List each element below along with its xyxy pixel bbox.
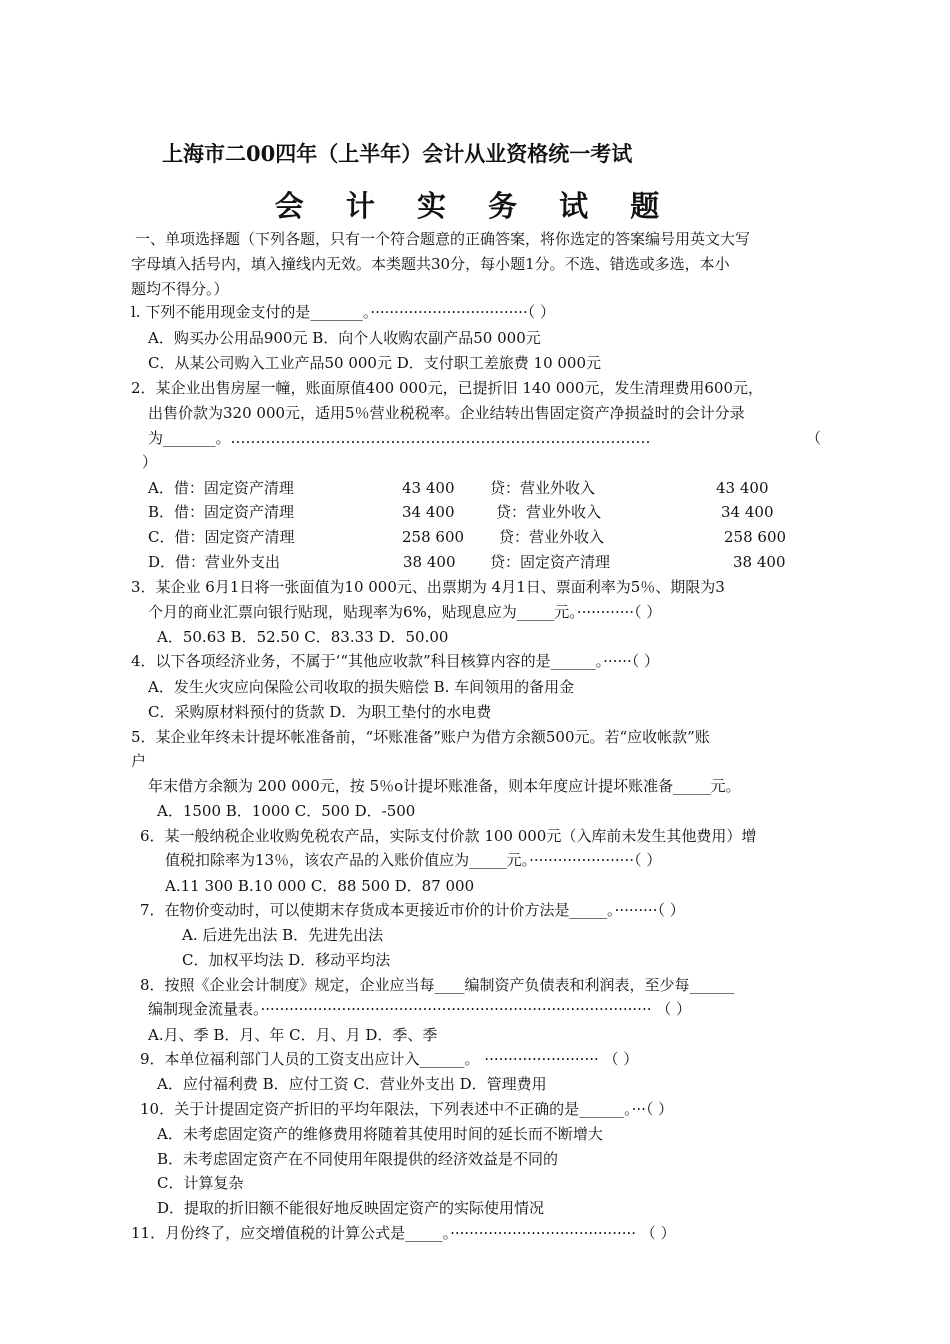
question-10-option: B．未考虑固定资产在不同使用年限提供的经济效益是不同的: [157, 1150, 559, 1168]
q2-option-amount: 43 400: [716, 479, 769, 497]
question-6-options: A.11 300 B.10 000 C．88 500 D．87 000: [165, 877, 475, 895]
q2-option-credit: 贷：营业外收入: [490, 479, 596, 497]
q2-option-debit: A．借：固定资产清理: [148, 479, 294, 497]
question-9-options: A．应付福利费 B．应付工资 C．营业外支出 D．管理费用: [157, 1075, 547, 1093]
q2-option-amount: 34 400: [402, 503, 455, 521]
q2-option-amount: 38 400: [403, 553, 456, 571]
question-6-stem: 6．某一般纳税企业收购免税农产品，实际支付价款 100 000元（入库前未发生其他费用）增: [140, 827, 757, 845]
question-5-stem: 户: [131, 752, 147, 770]
q2-option-amount: 258 600: [724, 528, 787, 546]
question-8-options: A.月、季 B．月、年 C．月、月 D．季、季: [148, 1026, 438, 1044]
question-4-stem: 4．以下各项经济业务，不属于‘“其他应收款”科目核算内容的是______。······（ ）: [131, 652, 660, 670]
question-4-options: A．发生火灾应向保险公司收取的损失赔偿 B. 车间领用的备用金: [148, 678, 575, 696]
question-7-options: C．加权平均法 D．移动平均法: [182, 951, 391, 969]
question-6-stem: 值税扣除率为13％，该农产品的入账价值应为_____元。······················（ ）: [165, 851, 662, 869]
q2-option-debit: C．借：固定资产清理: [148, 528, 295, 546]
question-3-stem: 个月的商业汇票向银行贴现，贴现率为6%，贴现息应为_____元。············（ ）: [148, 603, 662, 621]
question-2-stem: 2．某企业出售房屋一幢，账面原值400 000元，已提折旧 140 000元，发生清理费用600元，: [131, 379, 764, 397]
question-1-options: C．从某公司购入工业产品50 000元 D．支付职工差旅费 10 000元: [148, 354, 602, 372]
question-5-options: A．1500 B．1000 C．500 D．-500: [157, 802, 416, 820]
answer-bracket-open: （: [806, 429, 822, 447]
question-10-option: A．未考虑固定资产的维修费用将随着其使用时间的延长而不断增大: [157, 1125, 603, 1143]
question-3-stem: 3．某企业 6月1日将一张面值为10 000元、出票期为 4月1日、票面利率为5％、期限为3: [131, 578, 725, 596]
question-9-stem: 9．本单位福利部门人员的工资支出应计入______。 ························ （ ）: [140, 1050, 639, 1068]
question-3-options: A．50.63 B．52.50 C．83.33 D．50.00: [157, 628, 449, 646]
exam-subtitle: 会 计 实 务 试 题: [274, 189, 676, 223]
question-11-stem: 11．月份终了，应交增值税的计算公式是_____。······································· （ ）: [131, 1224, 676, 1242]
section-intro-line: 一、单项选择题（下列各题，只有一个符合题意的正确答案，将你选定的答案编号用英文大写: [135, 230, 751, 248]
question-8-stem: 8．按照《企业会计制度》规定，企业应当每____编制资产负债表和利润表，至少每______: [140, 976, 735, 994]
question-1-options: A．购买办公用品900元 B．向个人收购农副产品50 000元: [148, 329, 541, 347]
section-intro-line: 字母填入括号内，填入撞线内无效。本类题共30分，每小题1分。不选、错选或多选，本小: [131, 255, 730, 273]
section-intro-line: 题均不得分。）: [131, 280, 229, 298]
question-2-stem: 出售价款为320 000元，适用5％营业税税率。企业结转出售固定资产净损益时的会计分录: [148, 404, 745, 422]
question-7-options: A. 后进先出法 B．先进先出法: [182, 926, 384, 944]
answer-bracket-close: ）: [142, 453, 158, 471]
question-10-option: C．计算复杂: [157, 1174, 244, 1192]
question-8-stem: 编制现金流量表。·················································································· （ ）: [148, 1000, 692, 1018]
q2-option-amount: 34 400: [721, 503, 774, 521]
question-7-stem: 7．在物价变动时，可以使期末存货成本更接近市价的计价方法是_____。·········（ ）: [140, 901, 685, 919]
q2-option-credit: 贷：营业外收入: [499, 528, 605, 546]
question-1-stem: l. 下列不能用现金支付的是_______。·································（ ）: [131, 303, 555, 321]
question-5-stem: 年末借方余额为 200 000元，按 5％o计提坏账准备，则本年度应计提坏账准备_____元。: [148, 777, 741, 795]
question-2-stem: 为_______。…………………………………………………………………………: [148, 429, 651, 447]
q2-option-debit: B．借：固定资产清理: [148, 503, 295, 521]
q2-option-amount: 38 400: [733, 553, 786, 571]
question-10-stem: 10．关于计提固定资产折旧的平均年限法，下列表述中不正确的是______。···（ ）: [140, 1100, 674, 1118]
q2-option-credit: 贷：固定资产清理: [490, 553, 611, 571]
q2-option-debit: D．借：营业外支出: [148, 553, 281, 571]
q2-option-amount: 258 600: [402, 528, 465, 546]
question-4-options: C．采购原材料预付的货款 D．为职工垫付的水电费: [148, 703, 492, 721]
question-5-stem: 5．某企业年终未计提坏帐准备前，“坏账准备”账户为借方余额500元。若“应收帐款”账: [131, 728, 710, 746]
exam-title: 上海市二00四年（上半年）会计从业资格统一考试: [162, 141, 633, 166]
q2-option-credit: 贷：营业外收入: [496, 503, 602, 521]
question-10-option: D．提取的折旧额不能很好地反映固定资产的实际使用情况: [157, 1199, 545, 1217]
q2-option-amount: 43 400: [402, 479, 455, 497]
